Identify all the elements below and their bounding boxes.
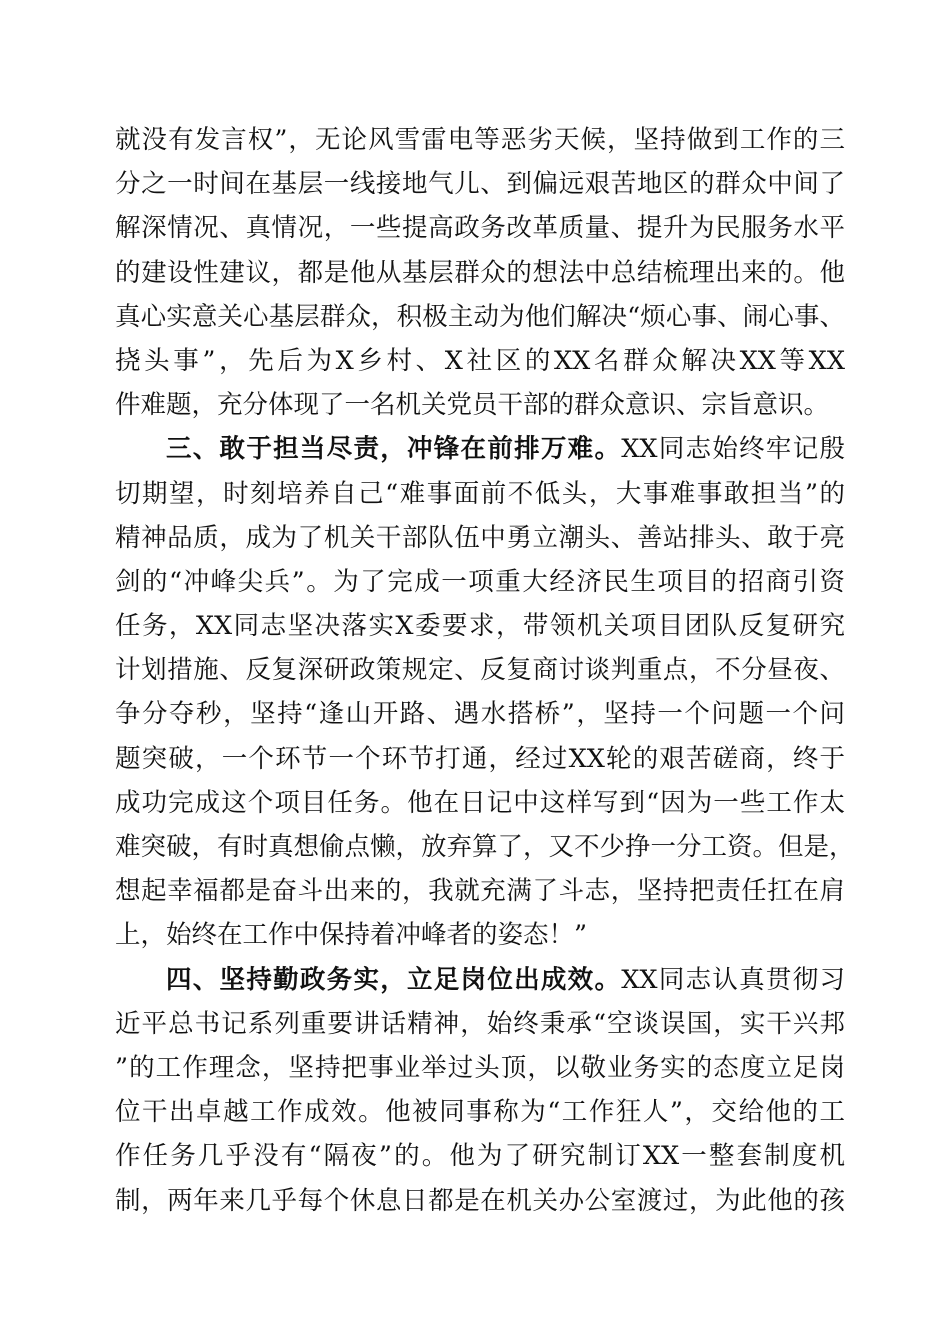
- paragraph-diligence: [115, 958, 845, 1223]
- body-line: 件难题，充分体现了一名机关党员干部的群众意识、宗旨意识。: [115, 390, 830, 421]
- paragraph-responsibility: [115, 427, 855, 957]
- body-line: 争分夺秒，坚持“逢山开路、遇水搭桥”，坚持一个问题一个问: [115, 699, 845, 730]
- body-text: XX同志始终牢记殷: [621, 434, 845, 465]
- body-line: 解深情况、真情况，一些提高政务改革质量、提升为民服务水平: [115, 213, 845, 244]
- body-line: 作任务几乎没有“隔夜”的。他为了研究制订XX一整套制度机: [115, 1141, 845, 1172]
- paragraph-first-line: [115, 427, 845, 471]
- body-line: 位干出卓越工作成效。他被同事称为“工作狂人”，交给他的工: [115, 1097, 845, 1128]
- body-line: 挠头事”，先后为X乡村、X社区的XX名群众解决XX等XX: [115, 345, 845, 376]
- body-line: 成功完成这个项目任务。他在日记中这样写到“因为一些工作太: [115, 787, 845, 818]
- section-heading-4: 四、坚持勤政务实，立足岗位出成效。: [166, 964, 622, 995]
- section-heading-3: 三、敢于担当尽责，冲锋在前排万难。: [166, 434, 622, 465]
- body-line: 计划措施、反复深研政策规定、反复商讨谈判重点，不分昼夜、: [115, 655, 845, 686]
- paragraph-first-line: [115, 958, 845, 1002]
- body-line: 任务，XX同志坚决落实X委要求，带领机关项目团队反复研究: [115, 611, 845, 642]
- body-line: 分之一时间在基层一线接地气儿、到偏远艰苦地区的群众中间了: [115, 169, 845, 200]
- document-body: [115, 118, 855, 1223]
- body-line: 上，始终在工作中保持着冲峰者的姿态！”: [115, 920, 588, 951]
- body-text: XX同志认真贯彻习: [621, 964, 845, 995]
- body-line: 难突破，有时真想偷点懒，放弃算了，又不少挣一分工资。但是，: [115, 832, 855, 862]
- body-line: 精神品质，成为了机关干部队伍中勇立潮头、善站排头、敢于亮: [115, 522, 845, 553]
- body-line: ”的工作理念，坚持把事业举过头顶，以敬业务实的态度立足岗: [115, 1052, 845, 1083]
- body-line: 剑的“冲峰尖兵”。为了完成一项重大经济民生项目的招商引资: [115, 566, 845, 597]
- body-line: 切期望，时刻培养自己“难事面前不低头，大事难事敢担当”的: [115, 478, 845, 509]
- body-line: 真心实意关心基层群众，积极主动为他们解决“烦心事、闹心事、: [115, 301, 845, 332]
- body-line: 就没有发言权”，无论风雪雷电等恶劣天候，坚持做到工作的三: [115, 125, 845, 155]
- body-line: 制，两年来几乎每个休息日都是在机关办公室渡过，为此他的孩: [115, 1185, 845, 1216]
- paragraph-masses: [115, 118, 845, 427]
- body-line: 想起幸福都是奋斗出来的，我就充满了斗志，坚持把责任扛在肩: [115, 876, 845, 907]
- body-line: 的建设性建议，都是他从基层群众的想法中总结梳理出来的。他: [115, 257, 845, 288]
- body-line: 近平总书记系列重要讲话精神，始终秉承“空谈误国，实干兴邦: [115, 1008, 845, 1039]
- body-line: 题突破，一个环节一个环节打通，经过XX轮的艰苦磋商，终于: [115, 743, 845, 774]
